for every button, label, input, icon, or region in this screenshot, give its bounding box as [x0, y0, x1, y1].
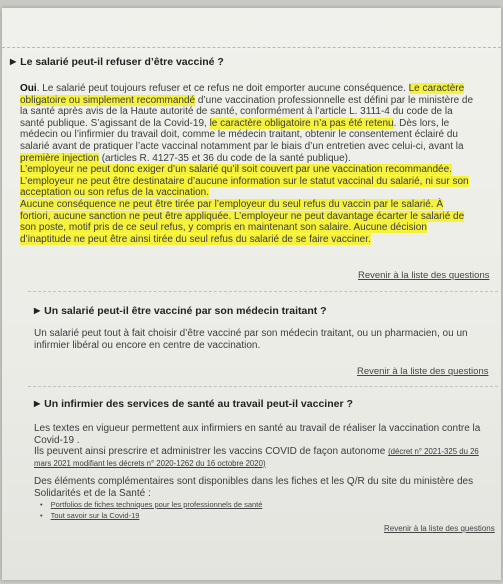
- question-1-heading[interactable]: ▶ Le salarié peut-il refuser d’être vacciné ?: [10, 56, 224, 68]
- answer-line: [20, 118, 502, 130]
- answer-line: [20, 211, 502, 223]
- answer-line: [20, 153, 502, 165]
- link-portfolio-fiches[interactable]: • Portfolios de fiches techniques pour les professionnels de santé: [40, 499, 262, 510]
- answer-text: (articles R. 4127-35 et 36 du code de la santé publique).: [98, 152, 351, 164]
- decree-link[interactable]: (décret n° 2021-325 du 26: [388, 447, 479, 457]
- decree-link-continued[interactable]: mars 2021 modifiant les décrets n° 2020-1262 du 16 octobre 2020): [34, 458, 266, 468]
- answer-line: [20, 95, 502, 107]
- divider: [28, 386, 498, 387]
- answer-text: salarié avant de pratiquer l’acte vaccinal notamment par le biais d’un entretien avec celui-ci, avant la: [20, 140, 464, 152]
- highlighted-text: fortiori, aucune sanction ne peut être appliquée. L’employeur ne peut davantage écarter le salarié de: [20, 210, 465, 222]
- answer-keyword: Oui: [20, 83, 37, 94]
- answer-line: [20, 141, 502, 153]
- answer-text: santé publique. S’agissant de la Covid-19,: [20, 117, 210, 129]
- expand-triangle-icon: ▶: [34, 306, 41, 315]
- question-3-heading[interactable]: ▶ Un infirmier des services de santé au travail peut-il vacciner ?: [34, 398, 353, 410]
- highlighted-text: obligatoire ou simplement recommandé: [20, 94, 196, 106]
- answer-text: la santé après avis de la Haute autorité de santé, conformément à l’article L. 3111-4 du code de la: [20, 106, 453, 118]
- answer-line: [20, 176, 502, 188]
- answer-line: [20, 106, 502, 118]
- question-3-extra-info: Des éléments complémentaires sont disponibles dans les fiches et les Q/R du site du ministère des Solidarités et de la Santé :: [34, 476, 474, 499]
- answer-line: [20, 222, 502, 234]
- expand-triangle-icon: ▶: [10, 57, 17, 66]
- answer-line: [20, 199, 502, 211]
- answer-text: . Dès lors, le: [393, 117, 450, 129]
- link-tout-savoir-covid[interactable]: • Tout savoir sur la Covid-19: [40, 510, 262, 521]
- question-2-answer: Un salarié peut tout à fait choisir d’être vacciné par son médecin traitant, ou un pharmacien, ou un infirmier libéral ou encore en centre de vaccination.: [34, 328, 468, 351]
- highlighted-text: acceptation ou son refus de la vaccination.: [20, 187, 210, 199]
- expand-triangle-icon: ▶: [34, 399, 41, 408]
- answer-line: [20, 129, 502, 141]
- back-to-questions-link-2[interactable]: Revenir à la liste des questions: [357, 366, 489, 377]
- highlighted-text: le caractère obligatoire n’a pas été retenu: [209, 117, 394, 129]
- back-to-questions-link-1[interactable]: Revenir à la liste des questions: [358, 270, 490, 281]
- highlighted-text: Le caractère: [408, 83, 465, 94]
- answer-line: [20, 83, 502, 95]
- top-divider: [2, 8, 501, 48]
- highlighted-text: L’employeur ne peut être destinataire d’aucune information sur le statut vaccinal du salarié, ni sur son: [20, 175, 469, 187]
- question-1-answer: [20, 83, 502, 245]
- highlighted-text: son poste, motif pris de ce seul refus, y compris en maintenant son salaire. Aucune décision: [20, 222, 427, 234]
- highlighted-text: Aucune conséquence ne peut être tirée par l’employeur du seul refus du vaccin par le salarié. À: [20, 198, 444, 210]
- highlighted-text: première injection: [20, 152, 99, 164]
- document-page: [2, 8, 501, 580]
- answer-text: d’une vaccination professionnelle est défini par le ministère de: [195, 94, 474, 106]
- answer-text: . Le salarié peut toujours refuser et ce refus ne doit emporter aucune conséquence.: [36, 83, 409, 94]
- answer-line: [20, 187, 502, 199]
- back-to-questions-link-3[interactable]: Revenir à la liste des questions: [384, 524, 495, 533]
- answer-line: [20, 234, 502, 246]
- divider: [28, 291, 498, 292]
- question-3-answer: Les textes en vigueur permettent aux infirmiers en santé au travail de réaliser la vaccination contre la Covid-19 . Ils peuvent ainsi prescrire et administrer les vaccins COVID de façon autonome (décret n° 2021-325 du 26 mars 2021 modifiant les décrets n° 2020-1262 du 16 octobre 2020): [34, 423, 481, 468]
- resource-links-list: [40, 499, 262, 521]
- highlighted-text: L’employeur ne peut donc exiger d’un salarié qu’il soit couvert par une vaccination recommandée.: [20, 164, 452, 176]
- highlighted-text: d’inaptitude ne peut être ainsi tirée du seul refus du salarié de se faire vacciner.: [20, 233, 371, 245]
- answer-text: médecin ou l’infirmier du travail doit, comme le médecin traitant, obtenir le consentement éclairé du: [20, 129, 458, 141]
- answer-line: [20, 164, 502, 176]
- question-2-heading[interactable]: ▶ Un salarié peut-il être vacciné par son médecin traitant ?: [34, 305, 327, 317]
